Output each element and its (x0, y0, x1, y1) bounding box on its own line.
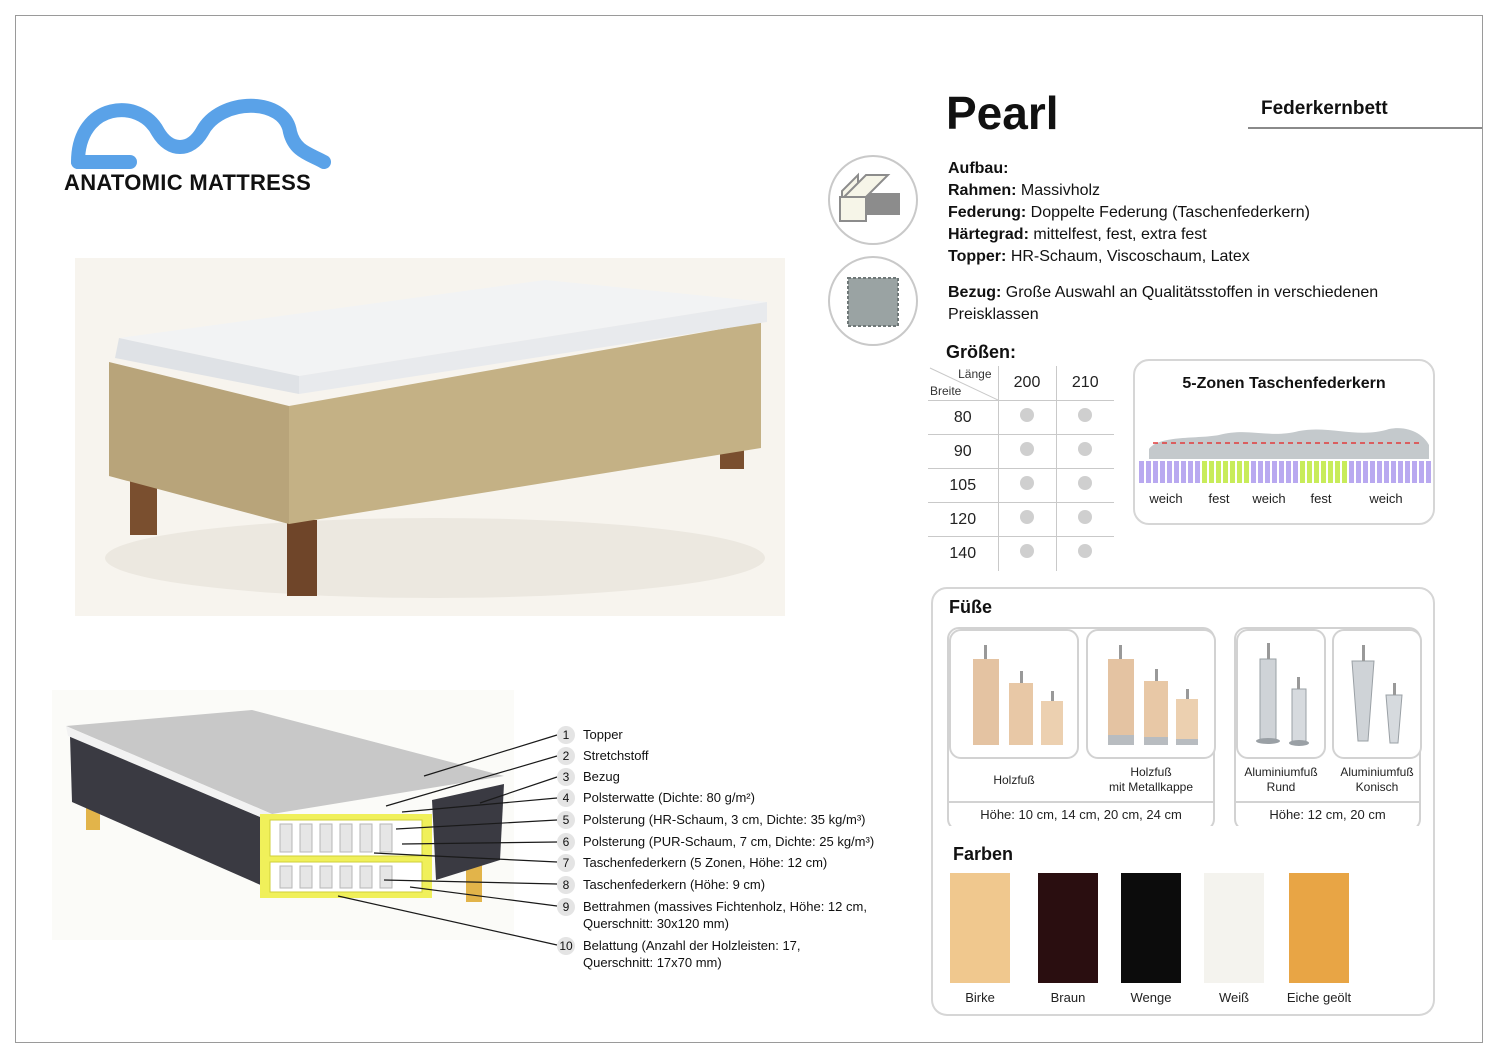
wood-feet-group (947, 627, 1215, 831)
availability-dot (1020, 442, 1034, 456)
spring (1237, 461, 1242, 483)
availability-dot (1078, 544, 1092, 558)
divider (949, 801, 1213, 803)
feet-box (931, 587, 1435, 842)
legend-item: Bettrahmen (massives Fichtenholz, Höhe: 12 cm, Querschnitt: 30x120 mm) (583, 899, 867, 931)
spring (1426, 461, 1431, 483)
table-row (928, 537, 1114, 571)
availability-dot (1078, 442, 1092, 456)
sizes-table (928, 366, 1114, 571)
colors-title: Farben (953, 844, 1014, 864)
foot-card-holzfuss (949, 629, 1079, 759)
width-90: 90 (928, 435, 998, 469)
bezug-label: Bezug: (948, 284, 1002, 301)
spring (1314, 461, 1319, 483)
availability-dot (1078, 510, 1092, 524)
spring (1216, 461, 1221, 483)
fabric-icon (828, 256, 918, 346)
foot-card-alu-rund (1236, 629, 1326, 759)
legend-number: 10 (557, 937, 575, 955)
legend-item: Stretchstoff (583, 748, 649, 763)
spring (1195, 461, 1200, 483)
legend-number: 1 (557, 726, 575, 744)
federung-label: Federung: (948, 204, 1027, 221)
wood-foot-icon (959, 639, 1071, 749)
bezug-value-line2: Preisklassen (948, 306, 1039, 323)
spring (1279, 461, 1284, 483)
spring (1321, 461, 1326, 483)
spring (1265, 461, 1270, 483)
spring (1139, 461, 1144, 483)
spring (1286, 461, 1291, 483)
legend-number: 6 (557, 833, 575, 851)
width-105: 105 (928, 469, 998, 503)
availability-dot (1078, 476, 1092, 490)
color-swatch-2 (1038, 873, 1098, 983)
laenge-label: Länge (958, 367, 992, 381)
haertegrad-value: mittelfest, fest, extra fest (1033, 226, 1207, 243)
table-row (928, 435, 1114, 469)
spring (1300, 461, 1305, 483)
legend-number: 7 (557, 854, 575, 872)
rahmen-value: Massivholz (1020, 182, 1101, 199)
spring (1293, 461, 1298, 483)
cutaway-illustration (52, 690, 514, 940)
availability-dot (1020, 408, 1034, 422)
legend-number: 5 (557, 811, 575, 829)
availability-dot (1020, 510, 1034, 524)
width-140: 140 (949, 544, 977, 562)
alu-round-foot-icon (1242, 637, 1322, 753)
haertegrad-label: Härtegrad: (948, 226, 1029, 243)
spring (1307, 461, 1312, 483)
availability-dot (1020, 476, 1034, 490)
color-swatch-5 (1289, 873, 1349, 983)
spring (1202, 461, 1207, 483)
foot-label-alu-konisch: Aluminiumfuß Konisch (1340, 765, 1414, 794)
width-80: 80 (928, 401, 998, 435)
legend-number: 9 (557, 898, 575, 916)
foot-label-holzfuss: Holzfuß (993, 773, 1035, 787)
zones-title: 5-Zonen Taschenfederkern (1182, 375, 1386, 392)
spring (1272, 461, 1277, 483)
spring (1244, 461, 1249, 483)
legend-item: Polsterwatte (Dichte: 80 g/m²) (583, 790, 755, 805)
table-row (928, 503, 1114, 537)
federung-value: Doppelte Federung (Taschenfederkern) (1030, 204, 1310, 221)
rahmen-label: Rahmen: (948, 182, 1017, 199)
spring (1377, 461, 1382, 483)
spring (1328, 461, 1333, 483)
spring (1405, 461, 1410, 483)
availability-dot (1020, 544, 1034, 558)
color-swatch-4 (1204, 873, 1264, 983)
spring (1181, 461, 1186, 483)
spring (1153, 461, 1158, 483)
color-label-2: Braun (1050, 990, 1086, 1005)
spring (1209, 461, 1214, 483)
feet-title: Füße (949, 597, 992, 617)
spring (1412, 461, 1417, 483)
bezug-value-line1: Große Auswahl an Qualitätsstoffen in verschiedenen (1005, 284, 1379, 301)
alu-feet-heights: Höhe: 12 cm, 20 cm (1269, 807, 1386, 822)
length-200: 200 (998, 366, 1056, 401)
breite-label: Breite (930, 384, 962, 398)
topper-value: HR-Schaum, Viscoschaum, Latex (1010, 248, 1250, 265)
zones-illustration (1139, 417, 1433, 487)
spring (1251, 461, 1256, 483)
alu-feet-group (1234, 627, 1421, 831)
specs-block (948, 158, 1468, 326)
spring (1223, 461, 1228, 483)
sizes-title: Größen: (946, 342, 1016, 362)
topper-label: Topper: (948, 248, 1007, 265)
table-row (928, 469, 1114, 503)
legend-item: Polsterung (PUR-Schaum, 7 cm, Dichte: 25 kg/m³) (583, 834, 875, 849)
color-label-5: Eiche geölt (1286, 990, 1352, 1005)
spring (1146, 461, 1151, 483)
legend-item: Topper (583, 727, 623, 742)
color-label-4: Weiß (1218, 990, 1250, 1005)
spring (1230, 461, 1235, 483)
spring (1419, 461, 1424, 483)
spring (1349, 461, 1354, 483)
spring (1391, 461, 1396, 483)
wood-feet-heights: Höhe: 10 cm, 14 cm, 20 cm, 24 cm (980, 807, 1182, 822)
wood-foot-metal-cap-icon (1096, 639, 1208, 749)
logo-text: ANATOMIC MATTRESS (64, 170, 312, 195)
page-subtitle: Federkernbett (1261, 98, 1388, 119)
bed-photo (75, 258, 785, 616)
spring (1384, 461, 1389, 483)
spring (1342, 461, 1347, 483)
color-label-3: Wenge (1130, 990, 1172, 1005)
legend-number: 4 (557, 789, 575, 807)
bed-illustration (75, 258, 785, 616)
alu-conical-foot-icon (1338, 637, 1418, 753)
color-label-1: Birke (965, 990, 995, 1005)
foot-card-holzfuss-metallkappe (1086, 629, 1216, 759)
availability-dot (1078, 408, 1092, 422)
spring (1370, 461, 1375, 483)
color-swatch-3 (1121, 873, 1181, 983)
spring (1363, 461, 1368, 483)
spring (1258, 461, 1263, 483)
subtitle-underline (1248, 127, 1482, 129)
legend-item: Belattung (Anzahl der Holzleisten: 17, Querschnitt: 17x70 mm) (583, 938, 801, 970)
legend-number: 3 (557, 768, 575, 786)
layers-icon (828, 155, 918, 245)
legend-number: 2 (557, 747, 575, 765)
color-swatch-1 (950, 873, 1010, 983)
spring (1356, 461, 1361, 483)
foot-label-alu-rund: Aluminiumfuß Rund (1244, 765, 1318, 794)
divider (1236, 801, 1419, 803)
logo-mark-icon (70, 92, 332, 172)
legend-item: Taschenfederkern (Höhe: 9 cm) (583, 877, 766, 892)
spring (1335, 461, 1340, 483)
mattress-layers-illustration (52, 690, 514, 940)
foot-card-alu-konisch (1332, 629, 1422, 759)
page-title: Pearl (946, 87, 1059, 139)
spring (1398, 461, 1403, 483)
legend-item: Bezug (583, 769, 620, 784)
table-row (928, 401, 1114, 435)
spring (1174, 461, 1179, 483)
zones-box: 5-Zonen Taschenfederkern weich fest weich fest weich (1133, 359, 1435, 525)
legend-number: 8 (557, 876, 575, 894)
foot-label-holzfuss-metallkappe: Holzfuß mit Metallkappe (1108, 765, 1194, 794)
legend-item: Polsterung (HR-Schaum, 3 cm, Dichte: 35 kg/m³) (583, 812, 866, 827)
legend-item: Taschenfederkern (5 Zonen, Höhe: 12 cm) (583, 855, 828, 870)
width-120: 120 (928, 503, 998, 537)
spring (1188, 461, 1193, 483)
length-210: 210 (1056, 366, 1114, 401)
spring (1167, 461, 1172, 483)
spring (1160, 461, 1165, 483)
aufbau-label: Aufbau: (948, 160, 1009, 177)
